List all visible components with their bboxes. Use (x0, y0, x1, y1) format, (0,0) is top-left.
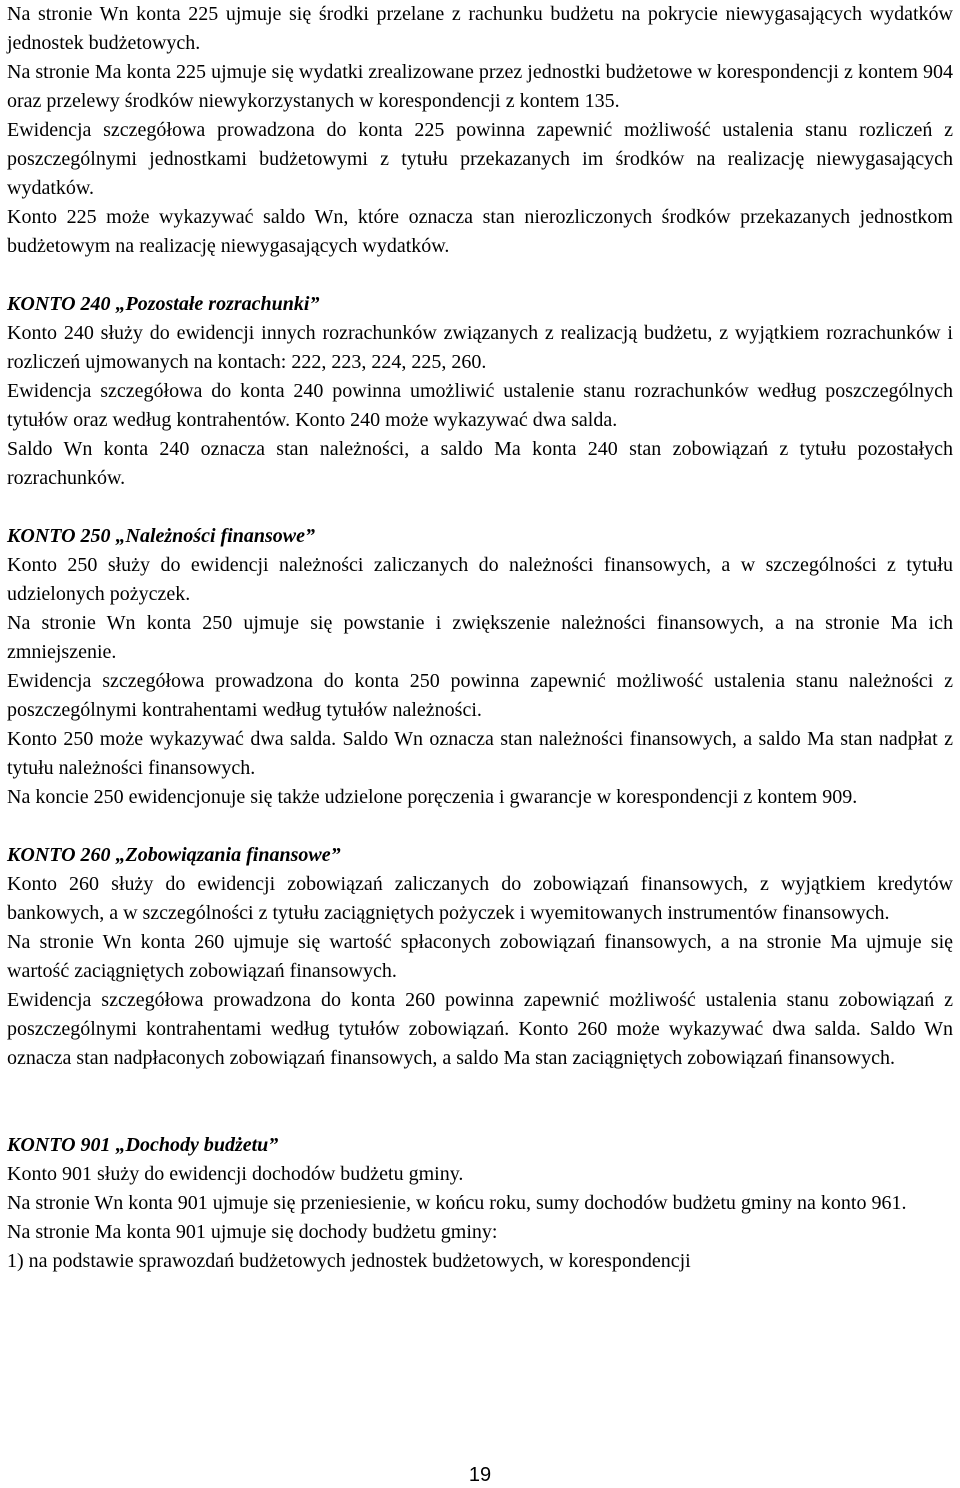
section-konto-240 (7, 290, 953, 493)
section-heading: KONTO 901 „Dochody budżetu” (7, 1134, 279, 1156)
section-konto-901 (7, 1131, 953, 1276)
section-konto-250 (7, 522, 953, 812)
document-page (7, 0, 953, 1276)
paragraph: Na koncie 250 ewidencjonuje się także udzielone poręczenia i gwarancje w korespondencji z kontem 909. (7, 786, 858, 808)
section-heading: KONTO 250 „Należności finansowe” (7, 525, 315, 547)
paragraph: Na stronie Wn konta 901 ujmuje się przeniesienie, w końcu roku, sumy dochodów budżetu gminy na konto 961. (7, 1192, 907, 1214)
paragraph: Na stronie Ma konta 225 ujmuje się wydatki zrealizowane przez jednostki budżetowe w korespondencji z kontem 904 oraz przelewy środków niewykorzystanych w korespondencji z kontem 135. (7, 61, 953, 112)
paragraph: Na stronie Wn konta 250 ujmuje się powstanie i zwiększenie należności finansowych, a na stronie Ma ich zmniejszenie. (7, 612, 953, 663)
paragraph: Ewidencja szczegółowa prowadzona do konta 250 powinna zapewnić możliwość ustalenia stanu należności z poszczególnymi kontrahentami według tytułów należności. (7, 670, 953, 721)
paragraph: Konto 250 służy do ewidencji należności zaliczanych do należności finansowych, a w szczególności z tytułu udzielonych pożyczek. (7, 554, 953, 605)
paragraph: Na stronie Ma konta 901 ujmuje się dochody budżetu gminy: (7, 1221, 498, 1243)
paragraph: Konto 260 służy do ewidencji zobowiązań zaliczanych do zobowiązań finansowych, z wyjątkiem kredytów bankowych, a w szczególności z tytułu zaciągniętych pożyczek i wyemitowanych instrumentów finansowych. (7, 873, 953, 924)
section-heading: KONTO 260 „Zobowiązania finansowe” (7, 844, 341, 866)
section-konto-225 (7, 0, 953, 261)
paragraph: Ewidencja szczegółowa prowadzona do konta 260 powinna zapewnić możliwość ustalenia stanu zobowiązań z poszczególnymi kontrahentami według tytułów zobowiązań. Konto 260 może wykazywać dwa salda. Saldo Wn oznacza stan nadpłaconych zobowiązań finansowych, a saldo Ma stan zaciągniętych zobowiązań finansowych. (7, 989, 953, 1069)
paragraph: Na stronie Wn konta 260 ujmuje się wartość spłaconych zobowiązań finansowych, a na stronie Ma ujmuje się wartość zaciągniętych zobowiązań finansowych. (7, 931, 953, 982)
paragraph: Konto 250 może wykazywać dwa salda. Saldo Wn oznacza stan należności finansowych, a saldo Ma stan nadpłat z tytułu należności finansowych. (7, 728, 953, 779)
list-item: 1) na podstawie sprawozdań budżetowych jednostek budżetowych, w korespondencji (7, 1250, 691, 1272)
paragraph: Ewidencja szczegółowa do konta 240 powinna umożliwić ustalenie stanu rozrachunków według poszczególnych tytułów oraz według kontrahentów. Konto 240 może wykazywać dwa salda. (7, 380, 953, 431)
section-konto-260 (7, 841, 953, 1073)
paragraph: Konto 240 służy do ewidencji innych rozrachunków związanych z realizacją budżetu, z wyjątkiem rozrachunków i rozliczeń ujmowanych na kontach: 222, 223, 224, 225, 260. (7, 322, 953, 373)
paragraph: Na stronie Wn konta 225 ujmuje się środki przelane z rachunku budżetu na pokrycie niewygasających wydatków jednostek budżetowych. (7, 3, 953, 54)
section-heading: KONTO 240 „Pozostałe rozrachunki” (7, 293, 320, 315)
paragraph: Konto 901 służy do ewidencji dochodów budżetu gminy. (7, 1163, 464, 1185)
paragraph: Saldo Wn konta 240 oznacza stan należności, a saldo Ma konta 240 stan zobowiązań z tytułu pozostałych rozrachunków. (7, 438, 953, 489)
page-number: 19 (468, 1464, 492, 1486)
paragraph: Ewidencja szczegółowa prowadzona do konta 225 powinna zapewnić możliwość ustalenia stanu rozliczeń z poszczególnymi jednostkami budżetowymi z tytułu przekazanych im środków na realizację niewygasających wydatków. (7, 119, 953, 199)
paragraph: Konto 225 może wykazywać saldo Wn, które oznacza stan nierozliczonych środków przekazanych jednostkom budżetowym na realizację niewygasających wydatków. (7, 206, 953, 257)
